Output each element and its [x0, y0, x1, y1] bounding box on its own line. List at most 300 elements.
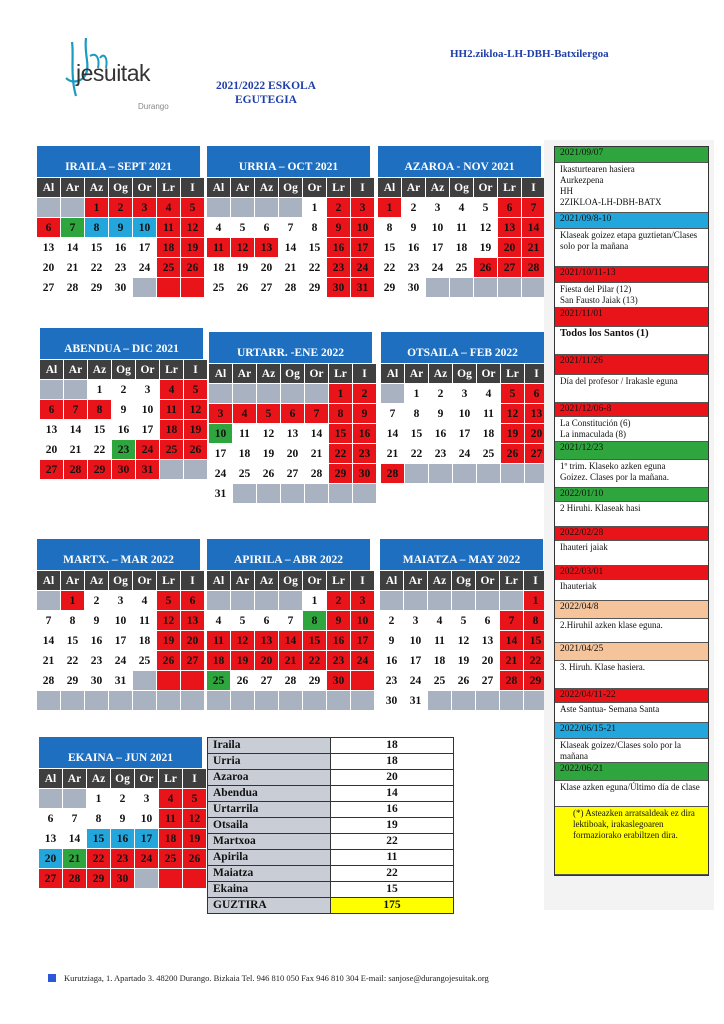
weekday-header: Og — [452, 571, 475, 590]
day-cell — [305, 384, 328, 403]
month-grid — [378, 178, 541, 297]
day-cell: 16 — [380, 651, 403, 670]
day-cell: 9 — [111, 809, 134, 828]
day-cell: 6 — [181, 591, 204, 610]
day-cell: 27 — [281, 464, 304, 483]
weekday-header: Lr — [498, 178, 521, 197]
weekday-header: I — [351, 571, 374, 590]
day-cell: 30 — [109, 278, 132, 297]
month-grid — [37, 178, 200, 297]
day-cell: 22 — [87, 849, 110, 868]
day-cell: 6 — [476, 611, 499, 630]
day-cell: 25 — [157, 258, 180, 277]
weekday-header: Az — [257, 364, 280, 383]
weekday-header: Az — [88, 360, 111, 379]
weekday-header: Az — [85, 178, 108, 197]
month-name: Urtarrila — [208, 802, 331, 818]
day-cell: 1 — [329, 384, 352, 403]
day-cell — [429, 464, 452, 483]
day-cell: 19 — [474, 238, 497, 257]
day-cell: 26 — [501, 444, 524, 463]
weekday-header: Al — [209, 364, 232, 383]
day-cell: 15 — [87, 829, 110, 848]
day-cell: 10 — [133, 218, 156, 237]
day-cell: 29 — [88, 460, 111, 479]
weekday-header: Og — [450, 178, 473, 197]
school-days-count: 20 — [331, 770, 454, 786]
day-cell: 5 — [501, 384, 524, 403]
day-cell: 15 — [378, 238, 401, 257]
month-grid — [207, 571, 370, 710]
day-cell: 24 — [109, 651, 132, 670]
weekday-header: I — [525, 364, 548, 383]
day-cell: 13 — [40, 420, 63, 439]
weekday-header: Or — [477, 364, 500, 383]
day-cell: 29 — [378, 278, 401, 297]
legend-date: 2022/06/15-21 — [555, 723, 708, 739]
legend-date: 2021/11/01 — [555, 308, 708, 327]
day-cell — [281, 484, 304, 503]
day-cell — [327, 691, 350, 710]
day-cell: 4 — [450, 198, 473, 217]
school-days-count: 16 — [331, 802, 454, 818]
weekday-header: Az — [426, 178, 449, 197]
month-grid — [37, 571, 200, 710]
day-cell — [426, 278, 449, 297]
day-cell — [157, 691, 180, 710]
legend-date: 2021/10/11-13 — [555, 267, 708, 283]
day-cell: 26 — [231, 278, 254, 297]
day-cell: 17 — [404, 651, 427, 670]
day-cell: 5 — [183, 789, 206, 808]
weekday-header: Az — [428, 571, 451, 590]
day-cell — [452, 691, 475, 710]
month-name: Abendua — [208, 786, 331, 802]
legend-description: Todos los Santos (1) — [555, 327, 708, 355]
day-cell: 26 — [183, 849, 206, 868]
day-cell — [233, 384, 256, 403]
day-cell: 24 — [404, 671, 427, 690]
day-cell: 8 — [303, 218, 326, 237]
day-cell: 18 — [233, 444, 256, 463]
day-cell — [351, 671, 374, 690]
day-cell — [257, 484, 280, 503]
day-cell — [476, 591, 499, 610]
day-cell: 30 — [327, 671, 350, 690]
day-cell: 11 — [428, 631, 451, 650]
day-cell: 26 — [184, 440, 207, 459]
weekday-header: I — [181, 571, 204, 590]
weekday-header: Og — [109, 178, 132, 197]
day-cell: 14 — [522, 218, 545, 237]
day-cell — [39, 789, 62, 808]
day-cell: 6 — [255, 218, 278, 237]
summary-row — [208, 866, 454, 882]
school-days-count: 14 — [331, 786, 454, 802]
day-cell: 1 — [85, 198, 108, 217]
day-cell: 26 — [257, 464, 280, 483]
day-cell: 6 — [498, 198, 521, 217]
day-cell — [351, 691, 374, 710]
day-cell: 2 — [380, 611, 403, 630]
logo-text: jesuitak — [76, 60, 150, 86]
day-cell: 25 — [207, 278, 230, 297]
school-days-count: 15 — [331, 882, 454, 898]
day-cell — [207, 198, 230, 217]
day-cell: 12 — [231, 238, 254, 257]
day-cell: 9 — [402, 218, 425, 237]
day-cell: 29 — [87, 869, 110, 888]
legend-description: Fiesta del Pilar (12) San Fausto Jaiak (13) — [555, 283, 708, 308]
legend-date: 2022/02/28 — [555, 527, 708, 541]
day-cell: 5 — [157, 591, 180, 610]
day-cell: 11 — [160, 400, 183, 419]
day-cell: 14 — [61, 238, 84, 257]
day-cell: 24 — [136, 440, 159, 459]
day-cell: 31 — [109, 671, 132, 690]
day-cell: 22 — [329, 444, 352, 463]
day-cell — [159, 869, 182, 888]
day-cell: 15 — [85, 238, 108, 257]
day-cell: 5 — [231, 218, 254, 237]
day-cell: 4 — [159, 789, 182, 808]
day-cell: 14 — [279, 631, 302, 650]
day-cell: 31 — [209, 484, 232, 503]
day-cell — [207, 691, 230, 710]
day-cell: 12 — [452, 631, 475, 650]
day-cell: 28 — [37, 671, 60, 690]
day-cell: 22 — [303, 258, 326, 277]
weekday-header: Al — [37, 178, 60, 197]
footer-address: Kurutziaga, 1. Apartado 3. 48200 Durango. Bizkaia Tel. 946 810 050 Fax 946 810 304 E-mail: sanjose@durangojesuitak.org — [64, 973, 489, 983]
day-cell: 19 — [452, 651, 475, 670]
day-cell — [37, 691, 60, 710]
month-calendar — [378, 146, 541, 297]
day-cell — [255, 591, 278, 610]
day-cell — [476, 691, 499, 710]
day-cell — [255, 198, 278, 217]
day-cell: 23 — [112, 440, 135, 459]
day-cell: 7 — [381, 404, 404, 423]
day-cell — [428, 691, 451, 710]
day-cell: 5 — [184, 380, 207, 399]
weekday-header: Ar — [405, 364, 428, 383]
day-cell: 7 — [522, 198, 545, 217]
month-name: Maiatza — [208, 866, 331, 882]
legend-description: La Constitución (6) La inmaculada (8) — [555, 417, 708, 442]
legend-date: 2021/11/26 — [555, 355, 708, 375]
day-cell — [501, 464, 524, 483]
day-cell: 29 — [524, 671, 547, 690]
month-grid — [39, 769, 202, 888]
weekday-header: Ar — [61, 178, 84, 197]
legend-description: Ihauteriak — [555, 580, 708, 601]
day-cell: 8 — [329, 404, 352, 423]
weekday-header: Lr — [157, 571, 180, 590]
day-cell: 9 — [85, 611, 108, 630]
day-cell: 19 — [157, 631, 180, 650]
day-cell — [405, 464, 428, 483]
legend-date: 2022/04/11-22 — [555, 689, 708, 703]
day-cell: 15 — [303, 238, 326, 257]
day-cell: 10 — [404, 631, 427, 650]
month-title: URRIA – OCT 2021 — [207, 146, 370, 177]
day-cell: 21 — [522, 238, 545, 257]
month-calendar — [380, 539, 543, 710]
day-cell: 2 — [353, 384, 376, 403]
summary-row — [208, 882, 454, 898]
day-cell: 4 — [233, 404, 256, 423]
day-cell: 25 — [450, 258, 473, 277]
day-cell: 27 — [255, 671, 278, 690]
day-cell: 20 — [281, 444, 304, 463]
day-cell: 16 — [111, 829, 134, 848]
day-cell — [279, 591, 302, 610]
day-cell: 28 — [500, 671, 523, 690]
day-cell: 13 — [281, 424, 304, 443]
day-cell: 7 — [61, 218, 84, 237]
day-cell: 13 — [37, 238, 60, 257]
day-cell: 11 — [207, 238, 230, 257]
day-cell: 13 — [255, 631, 278, 650]
day-cell: 4 — [207, 218, 230, 237]
month-calendar — [381, 332, 544, 483]
day-cell: 25 — [207, 671, 230, 690]
day-cell: 12 — [157, 611, 180, 630]
weekday-header: Og — [279, 571, 302, 590]
day-cell: 7 — [500, 611, 523, 630]
month-title: MARTX. – MAR 2022 — [37, 539, 200, 570]
day-cell — [329, 484, 352, 503]
month-calendar — [207, 539, 370, 710]
weekday-header: Or — [474, 178, 497, 197]
weekday-header: Og — [281, 364, 304, 383]
day-cell: 18 — [207, 258, 230, 277]
day-cell: 20 — [39, 849, 62, 868]
day-cell: 7 — [279, 218, 302, 237]
day-cell — [40, 380, 63, 399]
month-grid — [209, 364, 372, 503]
day-cell: 25 — [133, 651, 156, 670]
day-cell — [157, 278, 180, 297]
day-cell: 10 — [351, 611, 374, 630]
day-cell: 14 — [64, 420, 87, 439]
month-title: APIRILA – ABR 2022 — [207, 539, 370, 570]
day-cell: 16 — [85, 631, 108, 650]
day-cell: 29 — [85, 278, 108, 297]
day-cell: 5 — [474, 198, 497, 217]
day-cell: 3 — [135, 789, 158, 808]
day-cell — [183, 869, 206, 888]
legend-date: 2022/06/21 — [555, 763, 708, 781]
day-cell — [452, 591, 475, 610]
day-cell — [500, 591, 523, 610]
day-cell: 30 — [327, 278, 350, 297]
weekday-header: Az — [429, 364, 452, 383]
day-cell — [474, 278, 497, 297]
day-cell: 5 — [257, 404, 280, 423]
day-cell: 6 — [37, 218, 60, 237]
day-cell — [209, 384, 232, 403]
month-name: Ekaina — [208, 882, 331, 898]
day-cell: 30 — [402, 278, 425, 297]
weekday-header: Or — [133, 571, 156, 590]
day-cell — [181, 671, 204, 690]
day-cell — [37, 198, 60, 217]
weekday-header: Al — [207, 571, 230, 590]
day-cell: 18 — [160, 420, 183, 439]
day-cell: 9 — [109, 218, 132, 237]
day-cell: 10 — [453, 404, 476, 423]
month-name: Apirila — [208, 850, 331, 866]
day-cell: 15 — [61, 631, 84, 650]
day-cell: 23 — [380, 671, 403, 690]
legend-date: 2022/03/01 — [555, 566, 708, 580]
weekday-header: Or — [305, 364, 328, 383]
day-cell: 17 — [133, 238, 156, 257]
day-cell — [500, 691, 523, 710]
day-cell: 31 — [404, 691, 427, 710]
events-legend — [554, 146, 709, 876]
month-calendar — [40, 328, 203, 479]
day-cell: 5 — [452, 611, 475, 630]
weekday-header: Og — [111, 769, 134, 788]
day-cell: 15 — [303, 631, 326, 650]
day-cell: 12 — [184, 400, 207, 419]
summary-row — [208, 818, 454, 834]
title-line-2: EGUTEGIA — [235, 94, 297, 106]
day-cell: 24 — [453, 444, 476, 463]
summary-row — [208, 802, 454, 818]
day-cell: 25 — [428, 671, 451, 690]
day-cell: 11 — [233, 424, 256, 443]
summary-row — [208, 754, 454, 770]
day-cell: 29 — [329, 464, 352, 483]
day-cell: 8 — [61, 611, 84, 630]
day-cell: 15 — [405, 424, 428, 443]
day-cell: 12 — [231, 631, 254, 650]
day-cell — [160, 460, 183, 479]
weekday-header: Ar — [404, 571, 427, 590]
day-cell: 26 — [181, 258, 204, 277]
stages-label: HH2.zikloa-LH-DBH-Batxilergoa — [450, 48, 609, 60]
day-cell: 3 — [109, 591, 132, 610]
weekday-header: Or — [303, 178, 326, 197]
day-cell: 31 — [136, 460, 159, 479]
summary-row — [208, 770, 454, 786]
legend-description: 3. Hiruh. Klase hasiera. — [555, 661, 708, 689]
weekday-header: I — [184, 360, 207, 379]
school-days-count: 11 — [331, 850, 454, 866]
day-cell: 20 — [181, 631, 204, 650]
weekday-header: Or — [136, 360, 159, 379]
day-cell: 30 — [111, 869, 134, 888]
day-cell: 13 — [255, 238, 278, 257]
day-cell — [255, 691, 278, 710]
day-cell: 23 — [402, 258, 425, 277]
day-cell: 16 — [327, 238, 350, 257]
weekday-header: Ar — [61, 571, 84, 590]
weekday-header: Lr — [160, 360, 183, 379]
weekday-header: Lr — [159, 769, 182, 788]
month-calendar — [209, 332, 372, 503]
weekday-header: Lr — [500, 571, 523, 590]
day-cell: 27 — [39, 869, 62, 888]
day-cell: 24 — [351, 651, 374, 670]
day-cell: 20 — [40, 440, 63, 459]
day-cell: 28 — [64, 460, 87, 479]
day-cell: 21 — [500, 651, 523, 670]
day-cell: 13 — [498, 218, 521, 237]
weekday-header: Og — [112, 360, 135, 379]
legend-date: 2021/12/23 — [555, 442, 708, 460]
weekday-header: Lr — [157, 178, 180, 197]
legend-description: Klase azken eguna/Último día de clase — [555, 781, 708, 807]
day-cell — [498, 278, 521, 297]
day-cell: 14 — [63, 829, 86, 848]
day-cell: 8 — [405, 404, 428, 423]
weekday-header: Or — [303, 571, 326, 590]
day-cell: 28 — [63, 869, 86, 888]
summary-row — [208, 834, 454, 850]
legend-date: 2021/04/25 — [555, 643, 708, 661]
day-cell — [133, 671, 156, 690]
day-cell — [231, 591, 254, 610]
day-cell — [380, 591, 403, 610]
day-cell: 24 — [426, 258, 449, 277]
day-cell: 2 — [327, 198, 350, 217]
day-cell: 14 — [305, 424, 328, 443]
day-cell: 17 — [135, 829, 158, 848]
day-cell: 12 — [474, 218, 497, 237]
day-cell — [450, 278, 473, 297]
legend-description: Día del profesor / Irakasle eguna — [555, 375, 708, 403]
summary-row — [208, 738, 454, 754]
school-days-count: 22 — [331, 866, 454, 882]
day-cell: 15 — [524, 631, 547, 650]
day-cell: 16 — [112, 420, 135, 439]
school-days-count: 18 — [331, 738, 454, 754]
day-cell — [63, 789, 86, 808]
day-cell: 30 — [380, 691, 403, 710]
day-cell: 12 — [183, 809, 206, 828]
weekday-header: Og — [279, 178, 302, 197]
weekday-header: Or — [135, 769, 158, 788]
day-cell — [233, 484, 256, 503]
month-grid — [381, 364, 544, 483]
day-cell: 2 — [111, 789, 134, 808]
day-cell — [477, 464, 500, 483]
day-cell: 6 — [40, 400, 63, 419]
day-cell: 3 — [136, 380, 159, 399]
day-cell: 21 — [381, 444, 404, 463]
day-cell: 2 — [112, 380, 135, 399]
day-cell: 21 — [305, 444, 328, 463]
legend-date: 2021/09/07 — [555, 147, 708, 163]
month-calendar — [207, 146, 370, 297]
day-cell: 20 — [476, 651, 499, 670]
day-cell: 22 — [378, 258, 401, 277]
day-cell: 23 — [429, 444, 452, 463]
day-cell: 1 — [87, 789, 110, 808]
month-calendar — [37, 539, 200, 710]
day-cell — [428, 591, 451, 610]
day-cell: 14 — [37, 631, 60, 650]
day-cell — [61, 691, 84, 710]
legend-description: Klaseak goizez/Clases solo por la mañana — [555, 739, 708, 763]
day-cell: 28 — [279, 671, 302, 690]
day-cell: 18 — [428, 651, 451, 670]
